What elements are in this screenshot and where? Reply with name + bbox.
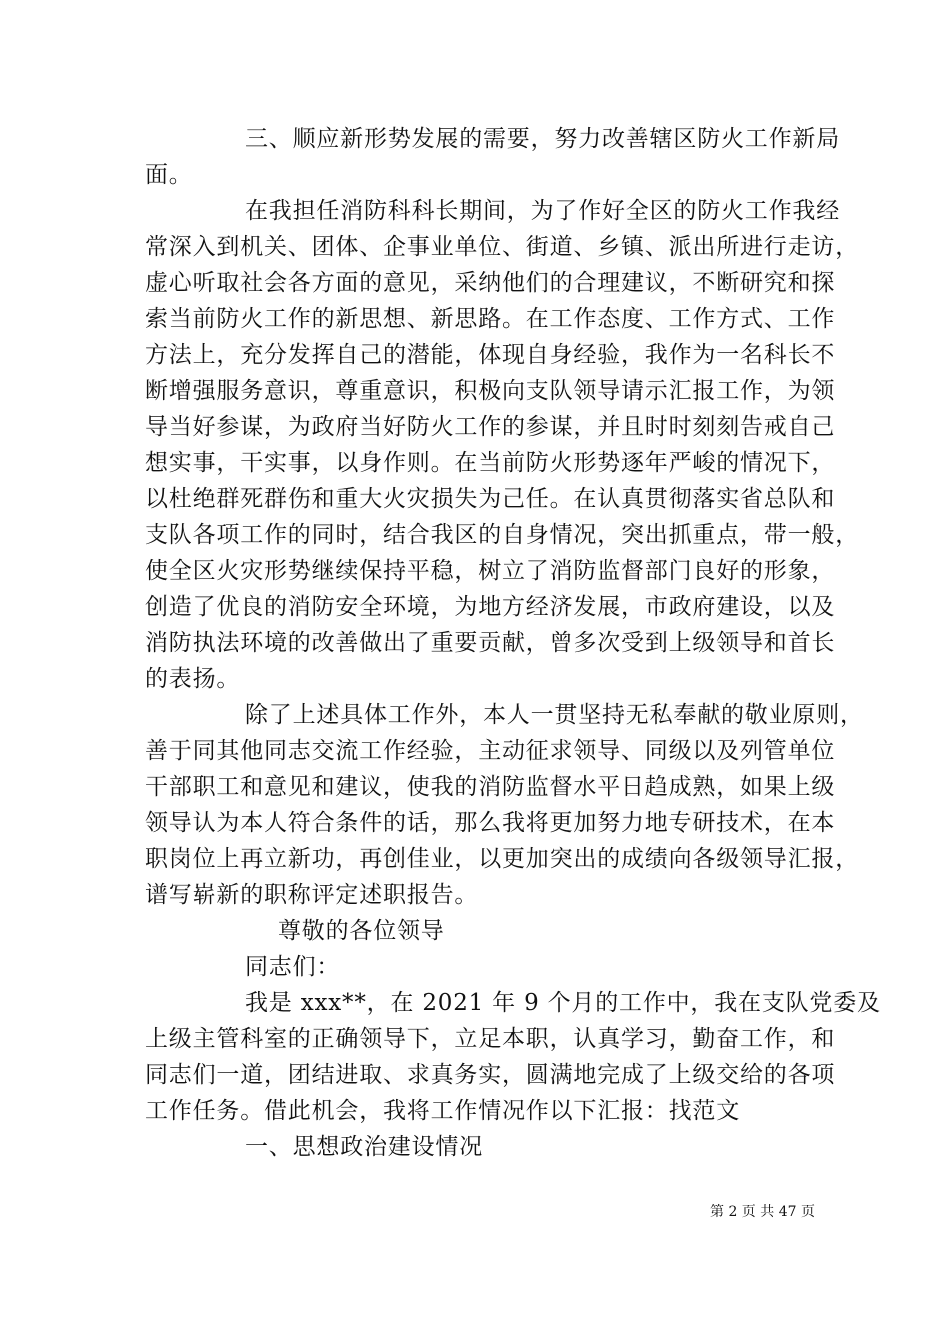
text-line: 除了上述具体工作外，本人一贯坚持无私奉献的敬业原则，	[245, 702, 864, 728]
text-line: 同志们一道，团结进取、求真务实，圆满地完成了上级交给的各项	[145, 1062, 836, 1088]
text-line: 想实事，干实事，以身作则。在当前防火形势逐年严峻的情况下，	[145, 450, 836, 476]
text-line: 领导认为本人符合条件的话，那么我将更加努力地专研技术，在本	[145, 810, 836, 836]
text-line: 工作任务。借此机会，我将工作情况作以下汇报：找范文	[145, 1098, 740, 1124]
page-number: 第 2 页 共 47 页	[710, 1204, 815, 1220]
text-line: 使全区火灾形势继续保持平稳，树立了消防监督部门良好的形象，	[145, 558, 836, 584]
section-heading: 一、思想政治建设情况	[245, 1134, 483, 1160]
text-line: 消防执法环境的改善做出了重要贡献，曾多次受到上级领导和首长	[145, 630, 836, 656]
text-line: 三、顺应新形势发展的需要，努力改善辖区防火工作新局	[245, 126, 840, 152]
text-line: 支队各项工作的同时，结合我区的自身情况，突出抓重点，带一般，	[145, 522, 859, 548]
salutation-heading: 尊敬的各位领导	[278, 918, 445, 944]
text-line: 以杜绝群死群伤和重大火灾损失为己任。在认真贯彻落实省总队和	[145, 486, 836, 512]
text-line: 导当好参谋，为政府当好防火工作的参谋，并且时时刻刻告戒自己	[145, 414, 836, 440]
text-line: 常深入到机关、团体、企事业单位、街道、乡镇、派出所进行走访，	[145, 234, 859, 260]
text-line: 索当前防火工作的新思想、新思路。在工作态度、工作方式、工作	[145, 306, 836, 332]
text-line: 方法上，充分发挥自己的潜能，体现自身经验，我作为一名科长不	[145, 342, 836, 368]
text-line: 断增强服务意识，尊重意识，积极向支队领导请示汇报工作，为领	[145, 378, 836, 404]
text-line: 职岗位上再立新功，再创佳业，以更加突出的成绩向各级领导汇报，	[145, 846, 859, 872]
text-line: 创造了优良的消防安全环境，为地方经济发展，市政府建设，以及	[145, 594, 836, 620]
text-line: 的表扬。	[145, 666, 241, 692]
text-line: 面。	[145, 162, 193, 188]
text-line: 虚心听取社会各方面的意见，采纳他们的合理建议，不断研究和探	[145, 270, 836, 296]
text-line: 上级主管科室的正确领导下，立足本职，认真学习，勤奋工作，和	[145, 1026, 836, 1052]
text-line: 在我担任消防科科长期间，为了作好全区的防火工作我经	[245, 198, 840, 224]
text-line: 谱写崭新的职称评定述职报告。	[145, 882, 479, 908]
text-line: 我是 xxx**，在 2021 年 9 个月的工作中，我在支队党委及	[245, 990, 881, 1016]
text-line: 善于同其他同志交流工作经验，主动征求领导、同级以及列管单位	[145, 738, 836, 764]
salutation-line: 同志们：	[245, 954, 341, 980]
text-line: 干部职工和意见和建议，使我的消防监督水平日趋成熟，如果上级	[145, 774, 836, 800]
